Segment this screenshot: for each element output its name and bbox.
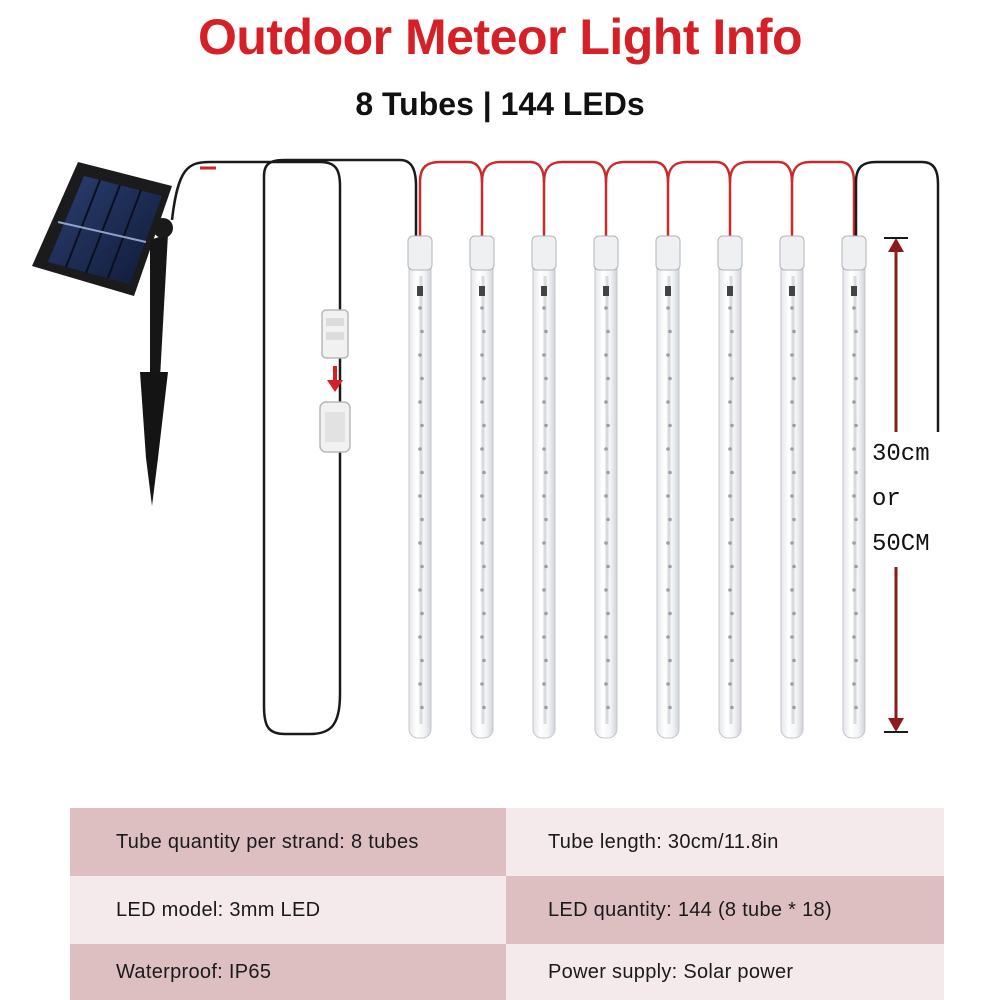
length-separator: or — [872, 486, 901, 513]
meteor-tube — [470, 236, 494, 738]
solar-stake — [150, 234, 168, 380]
connector-female — [320, 402, 350, 452]
meteor-tube — [842, 236, 866, 738]
spec-tube-length: Tube length: 30cm/11.8in — [506, 808, 944, 876]
page-subtitle: 8 Tubes | 144 LEDs — [355, 86, 645, 122]
spec-tube-quantity: Tube quantity per strand: 8 tubes — [70, 808, 506, 876]
power-cable — [172, 160, 416, 734]
meteor-tube — [408, 236, 432, 738]
connector-male — [322, 310, 348, 358]
spec-led-model: LED model: 3mm LED — [70, 876, 506, 944]
spec-power-supply: Power supply: Solar power — [506, 944, 944, 1000]
page-title: Outdoor Meteor Light Info — [197, 9, 803, 65]
tube-wires — [420, 162, 854, 236]
spec-led-quantity: LED quantity: 144 (8 tube * 18) — [506, 876, 944, 944]
solar-panel — [32, 162, 173, 506]
meteor-tube — [656, 236, 680, 738]
length-option-1: 30cm — [872, 441, 930, 468]
meteor-tube — [718, 236, 742, 738]
meteor-tube — [532, 236, 556, 738]
spec-waterproof: Waterproof: IP65 — [70, 944, 506, 1000]
spec-table — [70, 808, 944, 1000]
meteor-tubes — [408, 236, 866, 738]
tube-length-label — [870, 432, 962, 567]
length-option-2: 50CM — [872, 531, 930, 558]
meteor-tube — [594, 236, 618, 738]
meteor-tube — [780, 236, 804, 738]
